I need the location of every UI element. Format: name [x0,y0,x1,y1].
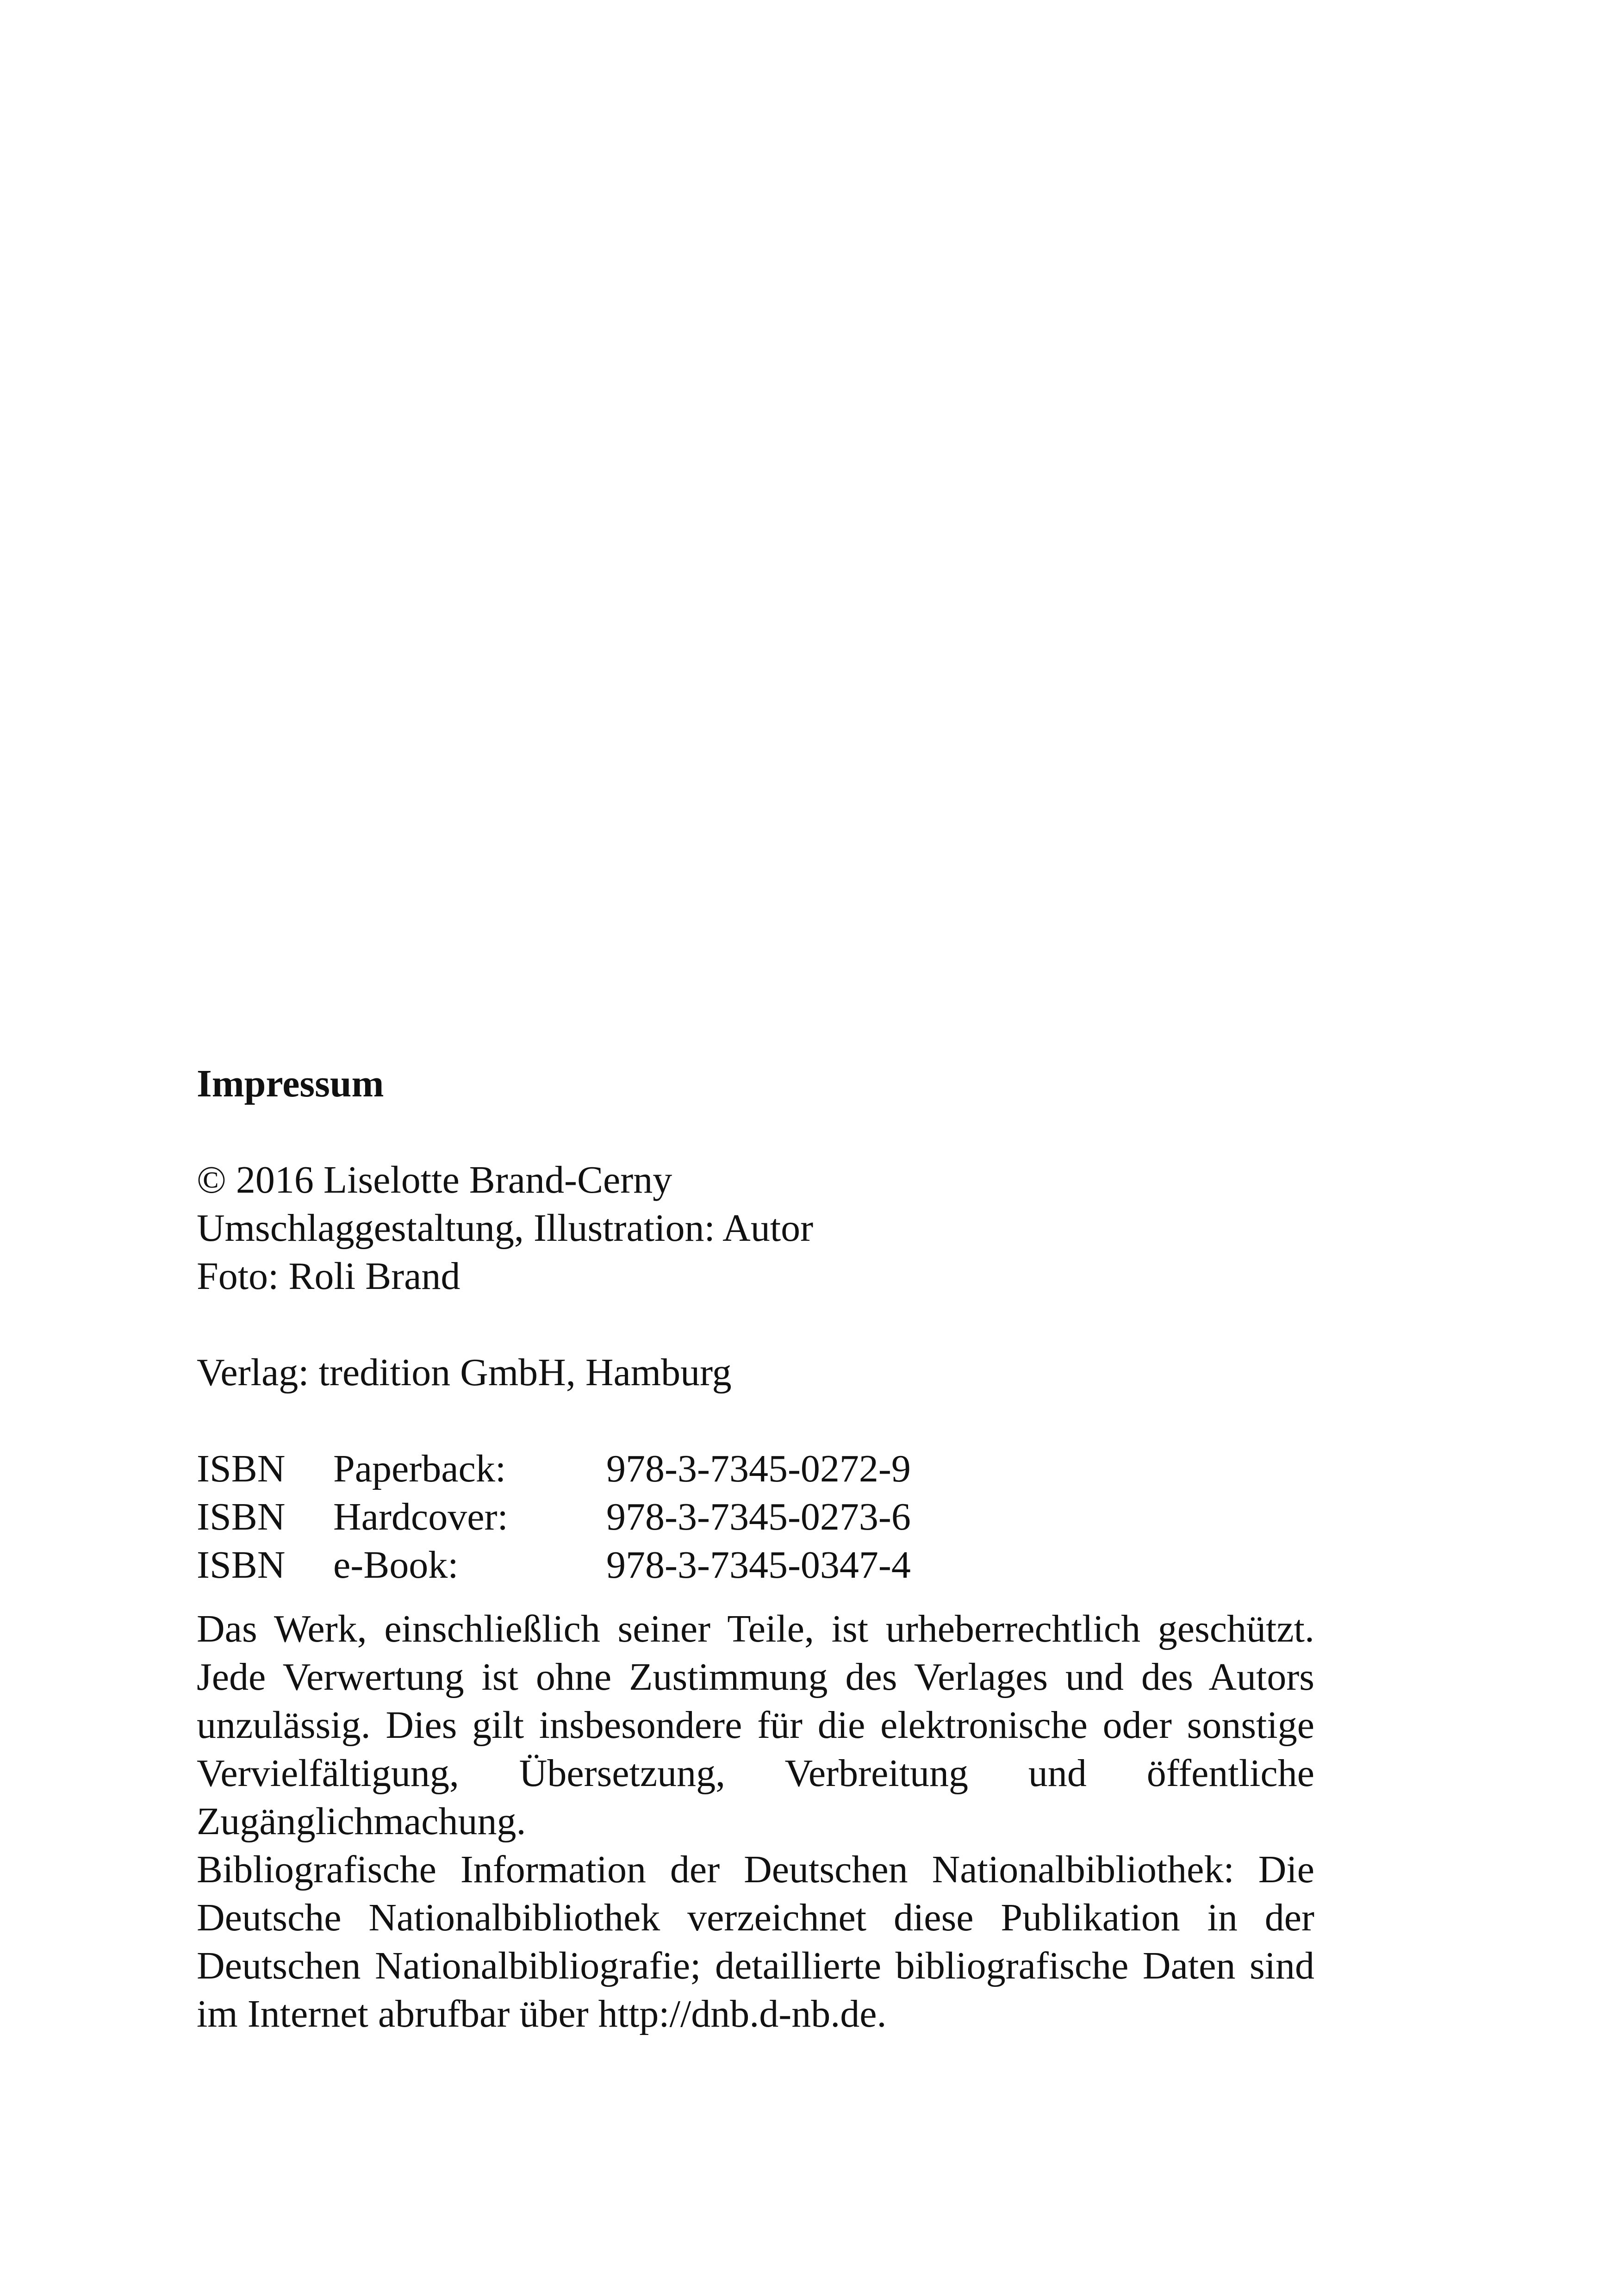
isbn-number: 978-3-7345-0347-4 [606,1543,911,1587]
isbn-format: Paperback: [333,1447,506,1490]
isbn-label: ISBN [197,1543,286,1587]
isbn-format: e-Book: [333,1543,459,1587]
bibliographic-paragraph: Bibliografische Information der Deutschen Nationalbibliothek: Die Deutsche Nationalbibliothek verzeichnet diese Publikation in der Deutschen Nationalbibliografie; detaillierte bibliografische Daten sind im Internet abrufbar über http://dnb.d-nb.de. [197,1848,1314,2035]
isbn-row [197,1445,977,1493]
isbn-format: Hardcover: [333,1495,508,1538]
imprint-heading: Impressum [197,1062,384,1105]
isbn-number: 978-3-7345-0273-6 [606,1495,911,1538]
cover-design-line: Umschlaggestaltung, Illustration: Autor [197,1207,814,1250]
imprint-block [197,1060,1314,2038]
isbn-row [197,1493,977,1541]
rights-paragraph: Das Werk, einschließlich seiner Teile, ist urheberrechtlich geschützt. Jede Verwertung ist ohne Zustimmung des Verlages und des Autors unzulässig. Dies gilt insbesondere für die elektronische oder sonstige Vervielfältigung, Übersetzung, Verbreitung und öffentliche Zugänglichmachung. [197,1607,1314,1843]
copyright-line: © 2016 Liselotte Brand-Cerny [197,1158,672,1201]
isbn-number: 978-3-7345-0272-9 [606,1447,911,1490]
isbn-label: ISBN [197,1495,286,1538]
isbn-row [197,1541,977,1589]
isbn-table [197,1445,977,1589]
publisher-line: Verlag: tredition GmbH, Hamburg [197,1351,732,1394]
isbn-label: ISBN [197,1447,286,1490]
photo-credit-line: Foto: Roli Brand [197,1255,461,1298]
